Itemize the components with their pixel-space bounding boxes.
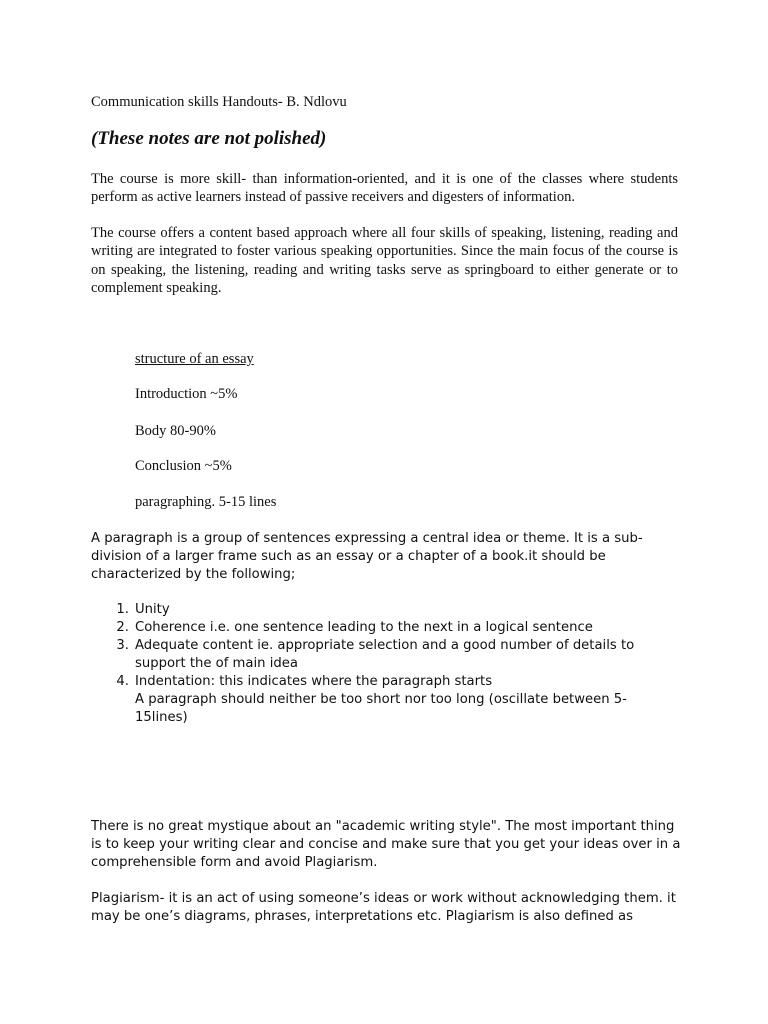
document-subtitle: (These notes are not polished)	[91, 128, 327, 149]
paragraph-characteristics-list	[91, 601, 671, 727]
list-item-text: Unity	[135, 602, 170, 617]
list-item-number: 4.	[116, 674, 129, 689]
essay-structure-introduction: Introduction ~5%	[135, 386, 238, 402]
plagiarism-paragraph: Plagiarism- it is an act of using someone’s ideas or work without acknowledging them. it may be one’s diagrams, phrases, interpretations etc. Plagiarism is also defined as	[91, 891, 676, 924]
list-item-text: Coherence i.e. one sentence leading to the next in a logical sentence	[135, 620, 593, 635]
academic-style-paragraph: There is no great mystique about an "academic writing style". The most important thing is to keep your writing clear and concise and make sure that you get your ideas over in a comprehensible form and avoid Plagiarism.	[91, 819, 681, 870]
essay-structure-paragraphing: paragraphing. 5-15 lines	[135, 494, 277, 510]
list-item	[91, 601, 671, 619]
list-item-number: 3.	[116, 638, 129, 653]
document-header: Communication skills Handouts- B. Ndlovu	[91, 94, 347, 110]
paragraph-definition: A paragraph is a group of sentences expressing a central idea or theme. It is a sub-division of a larger frame such as an essay or a chapter of a book.it should be characterized by the following;	[91, 531, 643, 582]
list-item-text: Indentation: this indicates where the paragraph starts	[135, 674, 493, 689]
essay-structure-body: Body 80-90%	[135, 423, 216, 439]
list-item	[91, 673, 671, 727]
essay-structure-heading: structure of an essay	[135, 351, 254, 367]
list-item-text: Adequate content ie. appropriate selection and a good number of details to support the of main idea	[135, 638, 635, 671]
list-item	[91, 619, 671, 637]
list-item-number: 2.	[116, 620, 129, 635]
essay-structure-conclusion: Conclusion ~5%	[135, 458, 232, 474]
intro-paragraph-1: The course is more skill- than information-oriented, and it is one of the classes where students perform as active learners instead of passive receivers and digesters of information.	[91, 171, 678, 206]
intro-paragraph-2: The course offers a content based approach where all four skills of speaking, listening, reading and writing are integrated to foster various speaking opportunities. Since the main focus of the course is on speaking, the listening, reading and writing tasks serve as springboard to either generate or to complement speaking.	[91, 225, 678, 297]
list-item-number: 1.	[116, 602, 129, 617]
list-item	[91, 637, 671, 673]
list-item-note: A paragraph should neither be too short nor too long (oscillate between 5-15lines)	[135, 692, 627, 725]
